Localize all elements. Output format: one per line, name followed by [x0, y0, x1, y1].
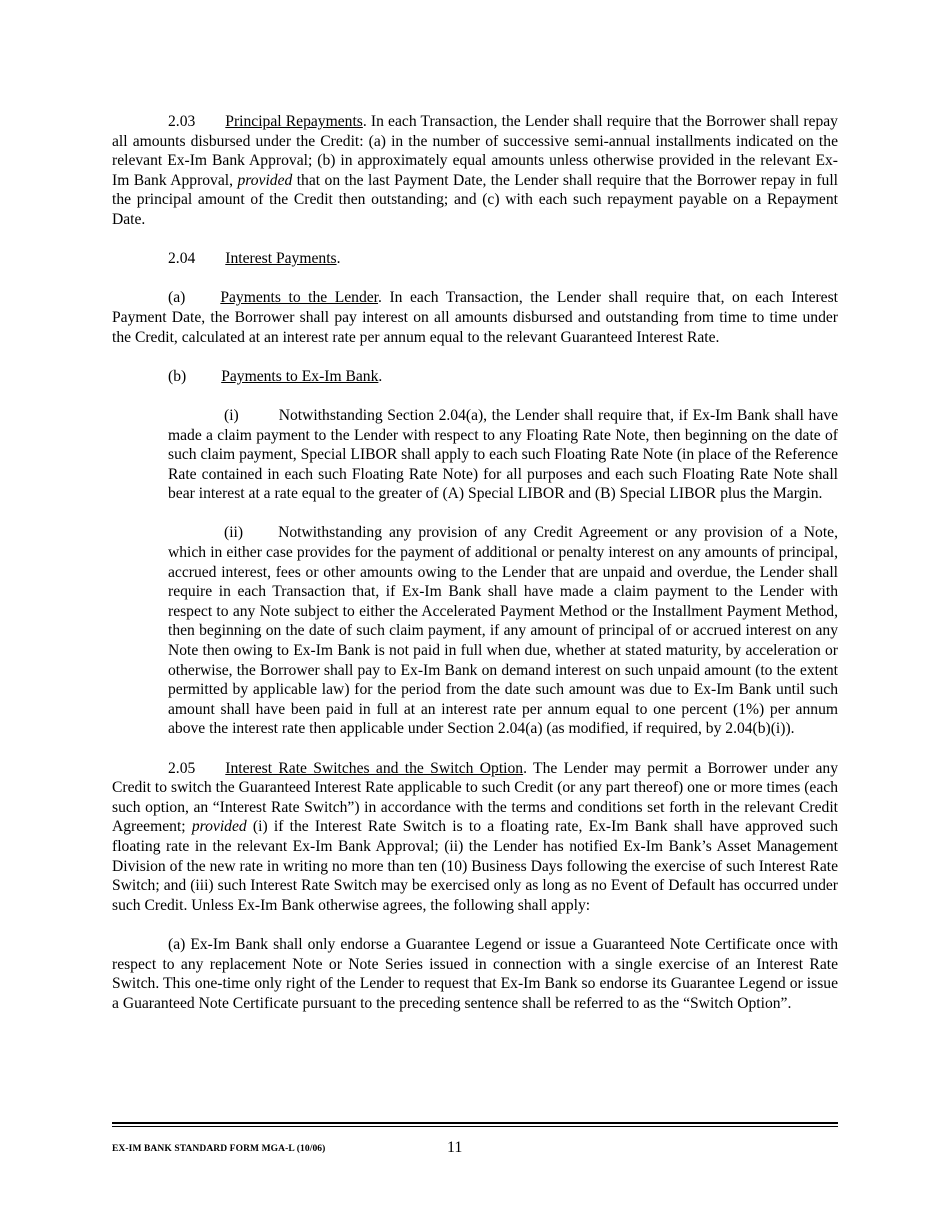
- subclause-label: (ii): [224, 524, 244, 542]
- subclause-label: (i): [224, 406, 239, 424]
- document-body: [112, 112, 838, 1033]
- section-text-cont: (i) if the Interest Rate Switch is to a floating rate, Ex-Im Bank shall have approved such floating rate in the relevant Ex-Im Bank Approval; (ii) the Lender has notified Ex-Im Bank’s Asset Management Division of the new rate in writing no more than ten (10) Business Days following the exercise of such Interest Rate Switch; and (iii) such Interest Rate Switch may be exercised only as long as no Event of Default has occurred under such Credit. Unless Ex-Im Bank otherwise agrees, the following shall apply:: [112, 818, 838, 914]
- section-2-04-b: (b) Payments to Ex-Im Bank.: [168, 367, 383, 385]
- section-2-04-a: [112, 288, 838, 347]
- form-identifier: EX-IM BANK STANDARD FORM MGA-L (10/06): [112, 1144, 326, 1154]
- section-2-05: [112, 759, 838, 916]
- clause-heading: Payments to Ex-Im Bank: [221, 367, 379, 385]
- section-heading: Interest Rate Switches and the Switch Option: [225, 759, 524, 777]
- clause-label: (b): [168, 367, 187, 385]
- section-heading: Interest Payments: [225, 250, 337, 268]
- section-heading: Principal Repayments: [225, 113, 363, 130]
- section-number: 2.05: [168, 759, 196, 777]
- subclause-text: Notwithstanding any provision of any Credit Agreement or any provision of a Note, which in either case provides for the payment of additional or penalty interest on any amounts of principal, accrued interest, fees or other amounts owing to the Lender that are unpaid and overdue, the Lender shall require in each Transaction that, if Ex-Im Bank shall have made a claim payment to the Lender with respect to any Note subject to either the Accelerated Payment Method or the Installment Payment Method, then beginning on the date of such claim payment, if any amount of principal of or accrued interest on any Note then owing to Ex-Im Bank is not paid in full when due, whether at stated maturity, by acceleration or otherwise, the Borrower shall pay to Ex-Im Bank on demand interest on such unpaid amount (to the extent permitted by applicable law) for the period from the date such amount was due to Ex-Im Bank until such amount shall have been paid in full at an interest rate per annum equal to one percent (1%) per annum above the interest rate then applicable under Section 2.04(a) (as modified, if required, by 2.04(b)(i)).: [168, 524, 838, 738]
- page-number: 11: [447, 1139, 463, 1156]
- clause-label: (a): [168, 289, 186, 307]
- section-text: . The Lender may permit a Borrower under any Credit to switch the Guaranteed Interest Rate applicable to such Credit (or any part thereof) one or more times (each such option, an “Interest Rate Switch”) in accordance with the terms and conditions set forth in the relevant Credit Agreement;: [112, 759, 838, 836]
- section-2-03: [112, 112, 838, 230]
- page-footer: [112, 1122, 838, 1169]
- section-2-05-a: [112, 935, 838, 1013]
- clause-text: (a) Ex-Im Bank shall only endorse a Guarantee Legend or issue a Guaranteed Note Certificate once with respect to any replacement Note or Note Series issued in connection with a single exercise of an Interest Rate Switch. This one-time only right of the Lender to request that Ex-Im Bank so endorse its Guarantee Legend or issue a Guaranteed Note Certificate pursuant to the preceding sentence shall be referred to as the “Switch Option”.: [112, 935, 838, 1012]
- subclause-text: Notwithstanding Section 2.04(a), the Lender shall require that, if Ex-Im Bank shall have made a claim payment to the Lender with respect to any Floating Rate Note, then beginning on the date of such claim payment, Special LIBOR shall apply to each such Floating Rate Note (in place of the Reference Rate contained in each such Floating Rate Note) for all purposes and each such Floating Rate Note shall bear interest at a rate equal to the greater of (A) Special LIBOR and (B) Special LIBOR plus the Margin.: [168, 406, 838, 503]
- footer-rule: [112, 1122, 838, 1124]
- clause-heading: Payments to the Lender: [220, 289, 379, 307]
- section-number: 2.03: [168, 113, 196, 130]
- section-2-04-b-i: [168, 406, 838, 504]
- footer-rule-thin: [112, 1126, 838, 1127]
- clause-text: . In each Transaction, the Lender shall require that, on each Interest Payment Date, the Borrower shall pay interest on all amounts disbursed and outstanding from time to time under the Credit, calculated at an interest rate per annum equal to the relevant Guaranteed Interest Rate.: [112, 289, 839, 346]
- section-text-cont: that on the last Payment Date, the Lender shall require that the Borrower repay in full the principal amount of the Credit then outstanding; and (c) with each such repayment payable on a Repayment Date.: [112, 171, 838, 228]
- section-text: . In each Transaction, the Lender shall require that the Borrower shall repay all amounts disbursed under the Credit: (a) in the number of successive semi-annual installments indicated on the relevant Ex-Im Bank Approval; (b) in approximately equal amounts unless otherwise provided in the relevant Ex-Im Bank Approval,: [112, 113, 838, 189]
- section-number: 2.04: [168, 250, 196, 268]
- italic-term: provided: [237, 171, 293, 189]
- italic-term: provided: [191, 818, 247, 836]
- section-2-04-b-ii: [168, 523, 838, 739]
- section-2-04: 2.04 Interest Payments.: [168, 250, 341, 268]
